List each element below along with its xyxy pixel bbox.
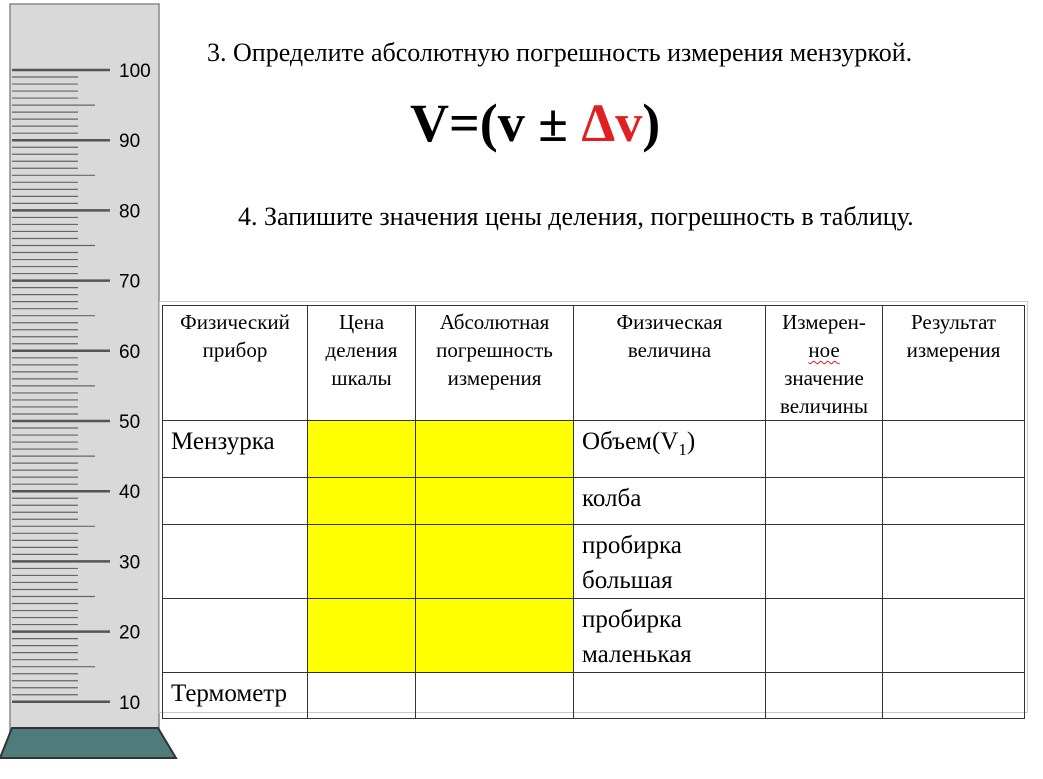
cell-scale-division[interactable] [308, 525, 416, 599]
cell-measured-value[interactable] [766, 599, 883, 673]
header-result: Результат измерения [883, 306, 1025, 421]
cell-device [163, 525, 308, 599]
tick-label: 90 [119, 131, 141, 153]
tick-label: 30 [119, 552, 141, 574]
table-row [163, 478, 1025, 525]
tick-label: 80 [119, 201, 141, 223]
formula [410, 93, 661, 153]
cell-quantity [574, 673, 766, 719]
header-absolute-error: Абсолютная погрешность измерения [416, 306, 574, 421]
header-measured-value: Измерен- ное значение величины [766, 306, 883, 421]
measuring-cylinder [0, 0, 180, 779]
header-scale-division: Цена деления шкалы [308, 306, 416, 421]
cell-device: Мензурка [163, 421, 308, 478]
table-row [163, 421, 1025, 478]
cell-result[interactable] [883, 421, 1025, 478]
cell-scale-division[interactable] [308, 673, 416, 719]
cell-measured-value[interactable] [766, 525, 883, 599]
cell-absolute-error[interactable] [416, 478, 574, 525]
cell-quantity: пробирка большая [574, 525, 766, 599]
cell-result[interactable] [883, 599, 1025, 673]
cell-measured-value[interactable] [766, 673, 883, 719]
cell-absolute-error[interactable] [416, 525, 574, 599]
formula-prefix: V=(v ± [410, 93, 582, 153]
table-header-row [163, 306, 1025, 421]
tick-label: 10 [119, 692, 141, 714]
tick-label: 20 [119, 622, 141, 644]
cell-device [163, 478, 308, 525]
cell-scale-division[interactable] [308, 599, 416, 673]
tick-label: 40 [119, 482, 141, 504]
cell-quantity: колба [574, 478, 766, 525]
cell-result[interactable] [883, 478, 1025, 525]
cylinder-base [0, 728, 176, 758]
header-quantity: Физическая величина [574, 306, 766, 421]
cell-absolute-error[interactable] [416, 673, 574, 719]
header-device: Физический прибор [163, 306, 308, 421]
cell-scale-division[interactable] [308, 421, 416, 478]
cell-absolute-error[interactable] [416, 599, 574, 673]
cell-device: Термометр [163, 673, 308, 719]
tick-label: 50 [119, 412, 141, 433]
cell-scale-division[interactable] [308, 478, 416, 525]
table-row [163, 599, 1025, 673]
task-4-text: 4. Запишите значения цены деления, погрешность в таблицу. [238, 202, 914, 231]
cell-result[interactable] [883, 525, 1025, 599]
table-row [163, 525, 1025, 599]
tick-label: 70 [119, 271, 141, 293]
cell-absolute-error[interactable] [416, 421, 574, 478]
cell-result[interactable] [883, 673, 1025, 719]
cell-measured-value[interactable] [766, 478, 883, 525]
cell-measured-value[interactable] [766, 421, 883, 478]
cell-device [163, 599, 308, 673]
table-row [163, 673, 1025, 719]
tick-label: 60 [119, 341, 141, 363]
measurement-table [162, 305, 1025, 719]
task-3-text: 3. Определите абсолютную погрешность измерения мензуркой. [207, 38, 913, 67]
cell-quantity: $Объем(V_1)$ [574, 421, 766, 478]
formula-delta: Δv [581, 93, 643, 153]
formula-suffix: ) [642, 93, 661, 153]
tick-label: 100 [119, 61, 151, 82]
cell-quantity: пробирка маленькая [574, 599, 766, 673]
